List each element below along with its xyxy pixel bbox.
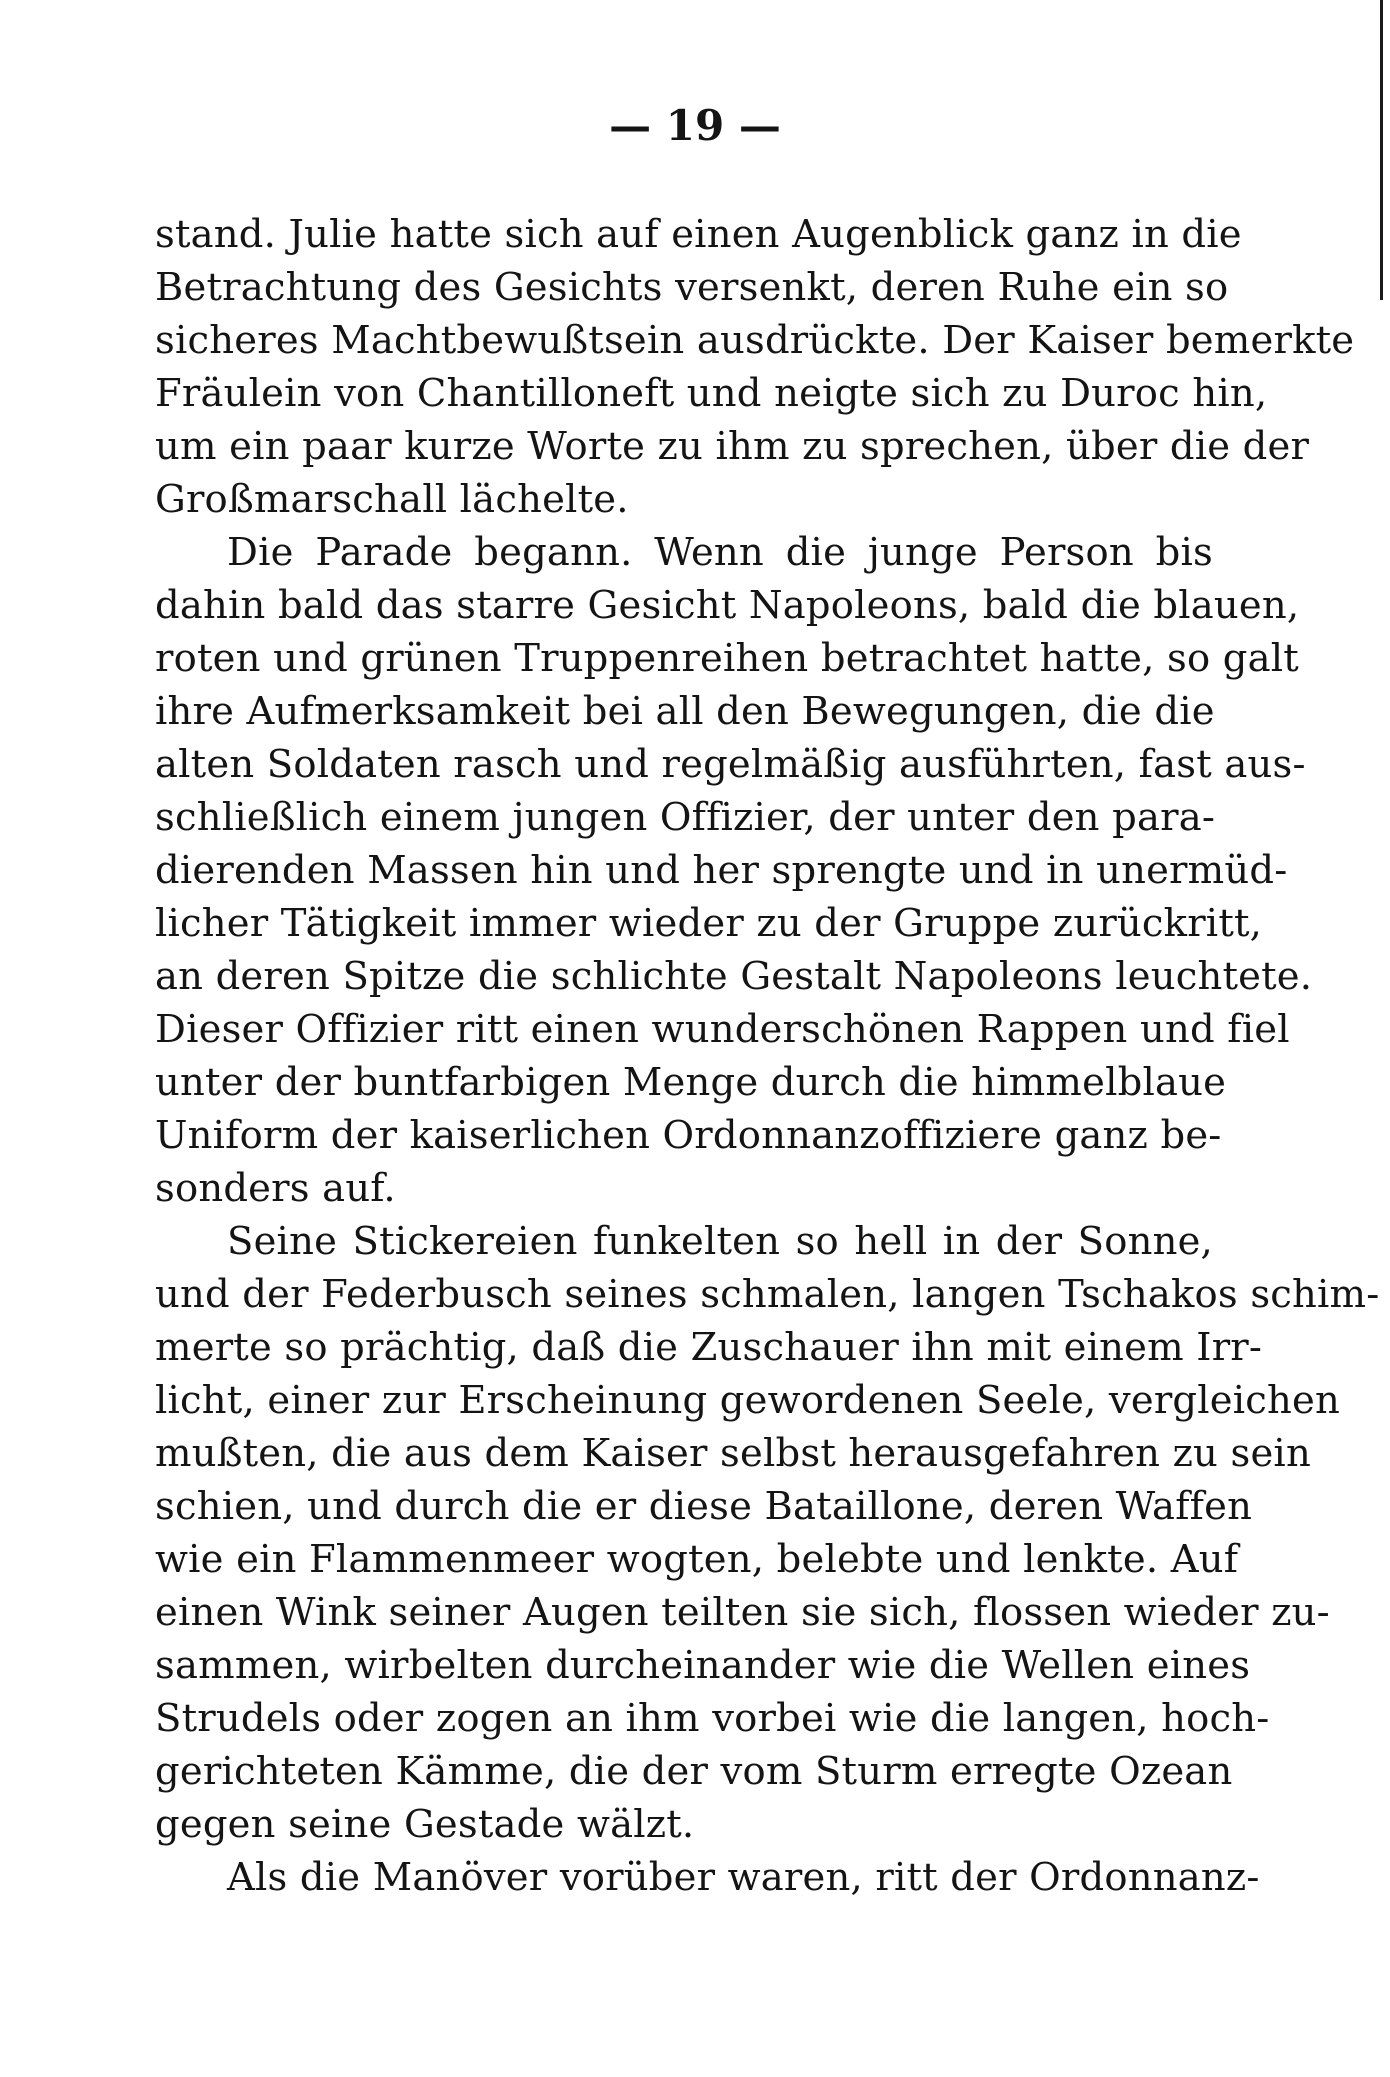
text-line: mußten, die aus dem Kaiser selbst herausgefahren zu sein <box>155 1431 1311 1476</box>
text-line: um ein paar kurze Worte zu ihm zu sprechen, über die der <box>155 424 1310 469</box>
text-line: unter der buntfarbigen Menge durch die himmelblaue <box>155 1060 1227 1105</box>
text-line: stand. Julie hatte sich auf einen Augenblick ganz in die <box>155 212 1242 257</box>
text-line: Seine Stickereien funkelten so hell in der Sonne, <box>227 1219 1213 1264</box>
text-line: und der Federbusch seines schmalen, langen Tschakos schim- <box>155 1272 1380 1317</box>
text-line: Dieser Offizier ritt einen wunderschönen Rappen und fiel <box>155 1007 1290 1052</box>
text-line: an deren Spitze die schlichte Gestalt Napoleons leuchtete. <box>155 954 1313 999</box>
text-line: Als die Manöver vorüber waren, ritt der Ordonnanz- <box>227 1855 1260 1900</box>
text-line: ihre Aufmerksamkeit bei all den Bewegungen, die die <box>155 689 1215 734</box>
text-line: sonders auf. <box>155 1166 396 1211</box>
text-line: alten Soldaten rasch und regelmäßig ausführten, fast aus- <box>155 742 1306 787</box>
page-number: — 19 — <box>609 101 781 150</box>
text-line: roten und grünen Truppenreihen betrachtet hatte, so galt <box>155 636 1299 681</box>
text-line: gegen seine Gestade wälzt. <box>155 1802 695 1847</box>
text-line: merte so prächtig, daß die Zuschauer ihn mit einem Irr- <box>155 1325 1263 1370</box>
text-line: Uniform der kaiserlichen Ordonnanzoffiziere ganz be- <box>155 1113 1222 1158</box>
text-line: Strudels oder zogen an ihm vorbei wie die langen, hoch- <box>155 1696 1270 1741</box>
text-line: einen Wink seiner Augen teilten sie sich, flossen wieder zu- <box>155 1590 1330 1635</box>
text-line: dahin bald das starre Gesicht Napoleons, bald die blauen, <box>155 583 1300 628</box>
text-line: sicheres Machtbewußtsein ausdrückte. Der Kaiser bemerkte <box>155 318 1355 363</box>
text-line: licht, einer zur Erscheinung gewordenen Seele, vergleichen <box>155 1378 1341 1423</box>
text-line: wie ein Flammenmeer wogten, belebte und lenkte. Auf <box>155 1537 1239 1582</box>
text-line: schien, und durch die er diese Bataillone, deren Waffen <box>155 1484 1253 1529</box>
body-text <box>155 208 1380 1904</box>
text-line: schließlich einem jungen Offizier, der unter den para- <box>155 795 1216 840</box>
text-line: Betrachtung des Gesichts versenkt, deren Ruhe ein so <box>155 265 1229 310</box>
text-line: gerichteten Kämme, die der vom Sturm erregte Ozean <box>155 1749 1233 1794</box>
text-line: sammen, wirbelten durcheinander wie die Wellen eines <box>155 1643 1251 1688</box>
text-line: dierenden Massen hin und her sprengte und in unermüd- <box>155 848 1288 893</box>
text-line: Fräulein von Chantilloneft und neigte sich zu Duroc hin, <box>155 371 1268 416</box>
text-line: Die Parade begann. Wenn die junge Person bis <box>227 530 1213 575</box>
text-line: licher Tätigkeit immer wieder zu der Gruppe zurückritt, <box>155 901 1263 946</box>
text-line: Großmarschall lächelte. <box>155 477 629 522</box>
